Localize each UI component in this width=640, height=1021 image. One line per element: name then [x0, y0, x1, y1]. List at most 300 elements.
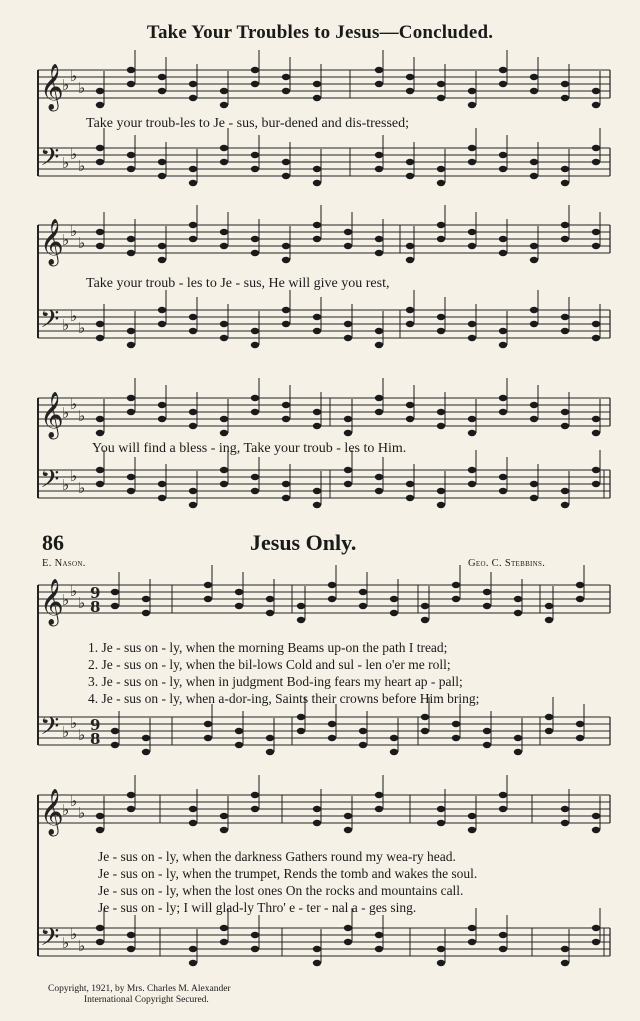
note-head	[561, 222, 569, 228]
note-head	[127, 946, 135, 952]
note-head	[344, 243, 352, 249]
note-head	[483, 728, 491, 734]
note-head	[592, 102, 600, 108]
note-head	[530, 74, 538, 80]
note-head	[189, 488, 197, 494]
note-head	[530, 88, 538, 94]
note-head	[592, 925, 600, 931]
note-head	[468, 145, 476, 151]
note-head	[266, 610, 274, 616]
flat-icon: ♭	[70, 67, 78, 85]
note-head	[313, 960, 321, 966]
note-head	[189, 960, 197, 966]
note-head	[468, 813, 476, 819]
note-head	[220, 335, 228, 341]
note-head	[468, 827, 476, 833]
note-head	[282, 402, 290, 408]
verse-3-part-1: 3. Je - sus on - ly, when in judgment Bod-ing fears my heart ap - pall;	[88, 674, 463, 689]
note-head	[437, 95, 445, 101]
note-head	[96, 925, 104, 931]
note-head	[468, 925, 476, 931]
note-head	[96, 467, 104, 473]
flat-icon: ♭	[78, 479, 86, 497]
note-head	[421, 603, 429, 609]
note-head	[561, 95, 569, 101]
note-head	[437, 960, 445, 966]
note-head	[561, 166, 569, 172]
note-head	[313, 81, 321, 87]
note-head	[235, 603, 243, 609]
note-head	[344, 827, 352, 833]
note-head	[530, 416, 538, 422]
note-head	[313, 946, 321, 952]
flat-icon: ♭	[62, 154, 70, 172]
note-head	[189, 314, 197, 320]
note-head	[251, 250, 259, 256]
note-head	[96, 102, 104, 108]
note-head	[499, 932, 507, 938]
note-head	[158, 481, 166, 487]
note-head	[189, 222, 197, 228]
note-head	[468, 159, 476, 165]
flat-icon: ♭	[62, 316, 70, 334]
note-head	[328, 735, 336, 741]
note-head	[111, 742, 119, 748]
note-head	[96, 335, 104, 341]
note-head	[359, 742, 367, 748]
flat-icon: ♭	[70, 582, 78, 600]
note-head	[189, 806, 197, 812]
note-head	[127, 488, 135, 494]
note-head	[406, 481, 414, 487]
note-head	[592, 321, 600, 327]
note-head	[204, 735, 212, 741]
lyric-line-2: Take your troub - les to Je - sus, He will give you rest,	[86, 276, 390, 291]
treble-clef-icon: 𝄞	[40, 579, 64, 625]
note-head	[592, 229, 600, 235]
note-head	[359, 603, 367, 609]
note-head	[189, 166, 197, 172]
note-head	[514, 735, 522, 741]
note-head	[499, 806, 507, 812]
note-head	[576, 735, 584, 741]
note-head	[468, 102, 476, 108]
note-head	[96, 813, 104, 819]
note-head	[344, 925, 352, 931]
note-head	[251, 81, 259, 87]
note-head	[406, 74, 414, 80]
time-signature-bottom: 8	[90, 730, 101, 748]
flat-icon: ♭	[70, 307, 78, 325]
note-head	[437, 820, 445, 826]
note-head	[406, 257, 414, 263]
note-head	[142, 735, 150, 741]
note-head	[375, 342, 383, 348]
note-head	[344, 321, 352, 327]
note-head	[437, 409, 445, 415]
note-head	[437, 236, 445, 242]
note-head	[437, 328, 445, 334]
note-head	[499, 166, 507, 172]
note-head	[251, 328, 259, 334]
note-head	[437, 488, 445, 494]
note-head	[592, 145, 600, 151]
note-head	[204, 582, 212, 588]
note-head	[483, 603, 491, 609]
note-head	[111, 603, 119, 609]
note-head	[204, 721, 212, 727]
note-head	[251, 932, 259, 938]
verse-1-part-1: 1. Je - sus on - ly, when the morning Beams up-on the path I tread;	[88, 640, 448, 655]
note-head	[375, 328, 383, 334]
note-head	[375, 792, 383, 798]
note-head	[220, 925, 228, 931]
copyright-notice	[48, 984, 231, 1006]
note-head	[344, 939, 352, 945]
note-head	[375, 236, 383, 242]
flat-icon: ♭	[78, 594, 86, 612]
note-head	[437, 81, 445, 87]
note-head	[313, 328, 321, 334]
note-head	[96, 481, 104, 487]
note-head	[251, 67, 259, 73]
note-head	[592, 939, 600, 945]
note-head	[313, 409, 321, 415]
flat-icon: ♭	[70, 145, 78, 163]
note-head	[406, 307, 414, 313]
treble-clef-icon: 𝄞	[40, 789, 64, 835]
note-head	[158, 307, 166, 313]
bass-clef-icon: 𝄢	[40, 143, 60, 178]
note-head	[328, 596, 336, 602]
note-head	[251, 152, 259, 158]
note-head	[127, 152, 135, 158]
note-head	[421, 714, 429, 720]
note-head	[375, 474, 383, 480]
note-head	[297, 617, 305, 623]
note-head	[313, 820, 321, 826]
note-head	[282, 88, 290, 94]
flat-icon: ♭	[70, 395, 78, 413]
note-head	[96, 159, 104, 165]
note-head	[344, 813, 352, 819]
note-head	[468, 467, 476, 473]
bass-clef-icon: 𝄢	[40, 305, 60, 340]
note-head	[576, 721, 584, 727]
flat-icon: ♭	[62, 723, 70, 741]
note-head	[297, 728, 305, 734]
note-head	[452, 596, 460, 602]
note-head	[576, 582, 584, 588]
note-head	[189, 409, 197, 415]
note-head	[266, 749, 274, 755]
bass-clef-icon: 𝄢	[40, 923, 60, 958]
note-head	[313, 423, 321, 429]
flat-icon: ♭	[78, 937, 86, 955]
note-head	[127, 67, 135, 73]
note-head	[530, 159, 538, 165]
note-head	[545, 728, 553, 734]
note-head	[514, 596, 522, 602]
flat-icon: ♭	[78, 726, 86, 744]
note-head	[111, 728, 119, 734]
lyricist: E. Nason.	[42, 558, 86, 569]
flat-icon: ♭	[78, 407, 86, 425]
note-head	[282, 495, 290, 501]
flat-icon: ♭	[70, 714, 78, 732]
note-head	[437, 946, 445, 952]
note-head	[592, 335, 600, 341]
time-signature-bottom: 8	[90, 598, 101, 616]
verse-3-part-2: Je - sus on - ly, when the lost ones On the rocks and mountains call.	[98, 883, 464, 898]
note-head	[158, 495, 166, 501]
note-head	[576, 596, 584, 602]
note-head	[561, 960, 569, 966]
note-head	[375, 488, 383, 494]
note-head	[421, 728, 429, 734]
note-head	[111, 589, 119, 595]
note-head	[545, 603, 553, 609]
note-head	[189, 95, 197, 101]
hymn-title: Jesus Only.	[250, 530, 357, 555]
note-head	[344, 416, 352, 422]
note-head	[530, 307, 538, 313]
note-head	[375, 409, 383, 415]
note-head	[127, 792, 135, 798]
note-head	[282, 321, 290, 327]
note-head	[499, 328, 507, 334]
note-head	[127, 806, 135, 812]
note-head	[96, 229, 104, 235]
note-head	[530, 481, 538, 487]
note-head	[328, 721, 336, 727]
note-head	[514, 749, 522, 755]
note-head	[390, 610, 398, 616]
note-head	[499, 152, 507, 158]
note-head	[220, 243, 228, 249]
note-head	[96, 88, 104, 94]
note-head	[390, 749, 398, 755]
note-head	[189, 423, 197, 429]
note-head	[452, 582, 460, 588]
note-head	[344, 229, 352, 235]
verse-4-part-2: Je - sus on - ly; I will glad-ly Thro' e - ter - nal a - ges sing.	[98, 900, 417, 915]
note-head	[282, 481, 290, 487]
note-head	[189, 502, 197, 508]
note-head	[514, 610, 522, 616]
note-head	[282, 243, 290, 249]
flat-icon: ♭	[62, 76, 70, 94]
note-head	[96, 827, 104, 833]
note-head	[468, 243, 476, 249]
note-head	[592, 416, 600, 422]
note-head	[561, 314, 569, 320]
note-head	[96, 430, 104, 436]
note-head	[127, 250, 135, 256]
verse-4-part-1: 4. Je - sus on - ly, when a-dor-ing, Saints their crowns before Him bring;	[88, 691, 480, 706]
note-head	[561, 488, 569, 494]
note-head	[406, 416, 414, 422]
note-head	[127, 474, 135, 480]
note-head	[282, 173, 290, 179]
flat-icon: ♭	[62, 404, 70, 422]
note-head	[375, 152, 383, 158]
note-head	[375, 250, 383, 256]
note-head	[499, 67, 507, 73]
note-head	[127, 166, 135, 172]
note-head	[499, 236, 507, 242]
note-head	[235, 742, 243, 748]
note-head	[499, 81, 507, 87]
note-head	[344, 430, 352, 436]
note-head	[359, 589, 367, 595]
note-head	[251, 946, 259, 952]
note-head	[282, 307, 290, 313]
verse-1-part-2: Je - sus on - ly, when the darkness Gathers round my wea-ry head.	[98, 849, 456, 864]
note-head	[158, 257, 166, 263]
note-head	[375, 166, 383, 172]
verse-2-part-2: Je - sus on - ly, when the trumpet, Rends the tomb and wakes the soul.	[98, 866, 478, 881]
note-head	[220, 416, 228, 422]
time-signature-top: 9	[90, 716, 101, 734]
note-head	[344, 481, 352, 487]
note-head	[437, 806, 445, 812]
note-head	[359, 728, 367, 734]
flat-icon: ♭	[70, 467, 78, 485]
note-head	[282, 257, 290, 263]
note-head	[313, 166, 321, 172]
note-head	[499, 792, 507, 798]
note-head	[127, 328, 135, 334]
note-head	[313, 488, 321, 494]
note-head	[437, 166, 445, 172]
note-head	[592, 88, 600, 94]
note-head	[561, 806, 569, 812]
lyric-line-3: You will find a bless - ing, Take your troub - les to Him.	[92, 441, 407, 456]
note-head	[189, 946, 197, 952]
note-head	[530, 402, 538, 408]
treble-clef-icon: 𝄞	[40, 392, 64, 438]
flat-icon: ♭	[62, 476, 70, 494]
note-head	[421, 617, 429, 623]
note-head	[142, 596, 150, 602]
flat-icon: ♭	[62, 591, 70, 609]
note-head	[437, 423, 445, 429]
note-head	[592, 481, 600, 487]
note-head	[220, 827, 228, 833]
note-head	[158, 321, 166, 327]
note-head	[592, 159, 600, 165]
note-head	[406, 321, 414, 327]
flat-icon: ♭	[78, 79, 86, 97]
note-head	[251, 236, 259, 242]
note-head	[390, 596, 398, 602]
copyright-line-2: International Copyright Secured.	[84, 995, 209, 1005]
note-head	[297, 714, 305, 720]
note-head	[251, 488, 259, 494]
note-head	[375, 395, 383, 401]
verse-2-part-1: 2. Je - sus on - ly, when the bil-lows Cold and sul - len o'er me roll;	[88, 657, 451, 672]
note-head	[468, 939, 476, 945]
note-head	[127, 395, 135, 401]
note-head	[282, 416, 290, 422]
note-head	[499, 409, 507, 415]
note-head	[142, 749, 150, 755]
note-head	[545, 714, 553, 720]
note-head	[220, 481, 228, 487]
note-head	[530, 173, 538, 179]
note-head	[328, 582, 336, 588]
flat-icon: ♭	[78, 234, 86, 252]
note-head	[220, 430, 228, 436]
note-head	[158, 88, 166, 94]
note-head	[375, 67, 383, 73]
note-head	[158, 243, 166, 249]
note-head	[375, 81, 383, 87]
note-head	[158, 74, 166, 80]
treble-clef-icon: 𝄞	[40, 219, 64, 265]
note-head	[406, 88, 414, 94]
note-head	[406, 402, 414, 408]
note-head	[468, 321, 476, 327]
note-head	[127, 342, 135, 348]
note-head	[313, 180, 321, 186]
note-head	[96, 321, 104, 327]
flat-icon: ♭	[62, 934, 70, 952]
note-head	[313, 222, 321, 228]
lyric-line-1: Take your troub-les to Je - sus, bur-dened and dis-tressed;	[86, 116, 409, 131]
note-head	[344, 467, 352, 473]
note-head	[483, 589, 491, 595]
note-head	[406, 173, 414, 179]
note-head	[220, 159, 228, 165]
flat-icon: ♭	[70, 925, 78, 943]
note-head	[251, 395, 259, 401]
note-head	[251, 342, 259, 348]
note-head	[142, 610, 150, 616]
note-head	[96, 243, 104, 249]
note-head	[592, 827, 600, 833]
hymn-number: 86	[42, 530, 64, 555]
note-head	[127, 81, 135, 87]
note-head	[530, 257, 538, 263]
note-head	[313, 95, 321, 101]
note-head	[251, 409, 259, 415]
note-head	[220, 145, 228, 151]
note-head	[468, 416, 476, 422]
copyright-line-1: Copyright, 1921, by Mrs. Charles M. Alexander	[48, 984, 231, 994]
note-head	[220, 939, 228, 945]
note-head	[406, 243, 414, 249]
note-head	[561, 236, 569, 242]
note-head	[406, 159, 414, 165]
note-head	[561, 502, 569, 508]
note-head	[561, 423, 569, 429]
note-head	[530, 321, 538, 327]
note-head	[158, 173, 166, 179]
note-head	[313, 236, 321, 242]
note-head	[561, 180, 569, 186]
note-head	[592, 467, 600, 473]
note-head	[483, 742, 491, 748]
time-signature-top: 9	[90, 584, 101, 602]
treble-clef-icon: 𝄞	[40, 64, 64, 110]
note-head	[189, 81, 197, 87]
note-head	[406, 495, 414, 501]
note-head	[545, 617, 553, 623]
note-head	[561, 409, 569, 415]
note-head	[282, 159, 290, 165]
